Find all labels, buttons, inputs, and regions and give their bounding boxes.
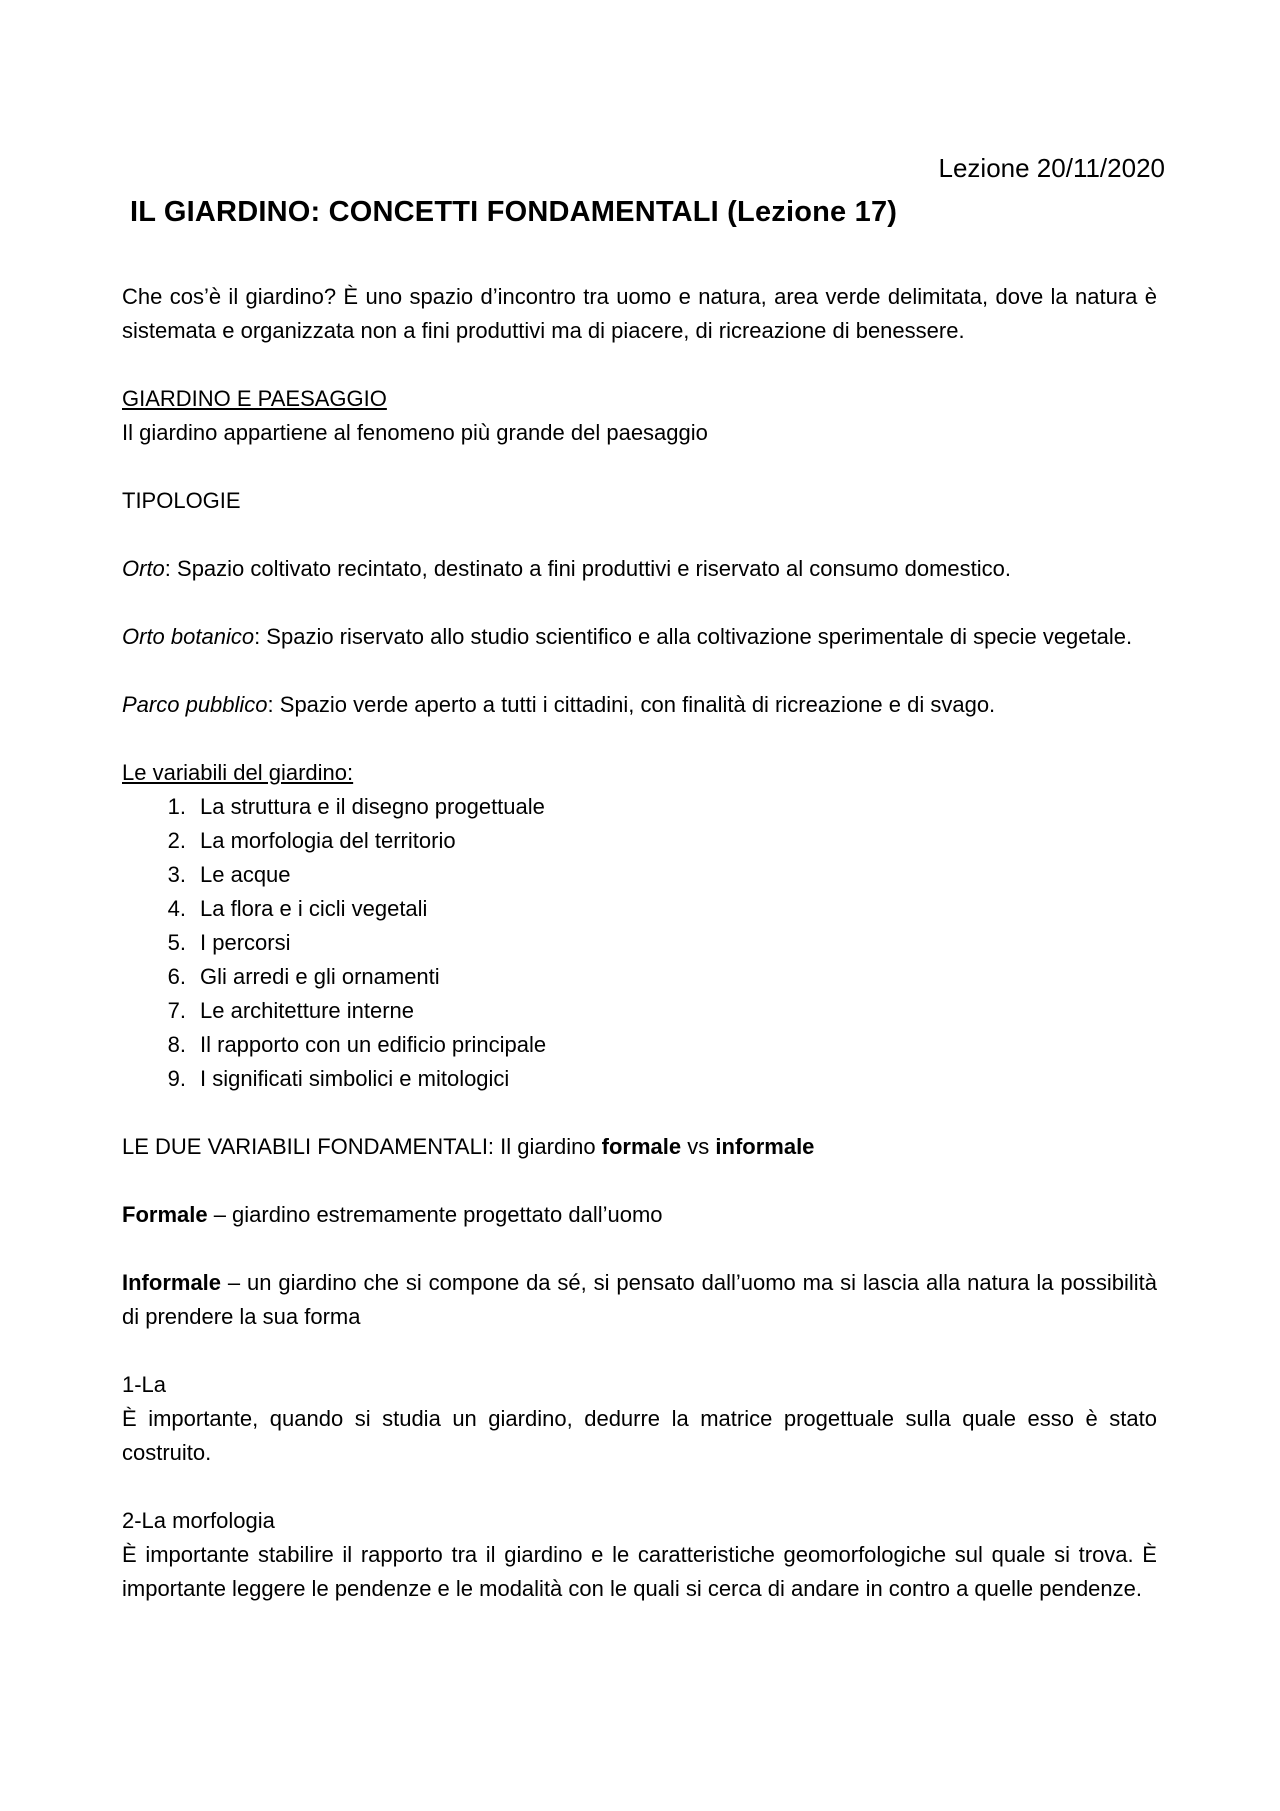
list-item-number: 7. <box>167 998 186 1023</box>
tipologia-definition: : Spazio coltivato recintato, destinato a fini produttivi e riservato al consumo domestico. <box>164 556 1012 581</box>
tipologia-orto-botanico <box>122 620 1157 654</box>
lesson-date: Lezione 20/11/2020 <box>938 153 1165 183</box>
list-item <box>122 858 1157 892</box>
list-item <box>122 926 1157 960</box>
list-item-text: La struttura e il disegno progettuale <box>200 794 545 819</box>
tipologia-term: Orto botanico <box>122 624 255 649</box>
section-heading-tipologie: TIPOLOGIE <box>122 488 241 513</box>
fondamentali-vs: vs <box>681 1134 716 1159</box>
variabili-fondamentali <box>122 1130 1157 1164</box>
section-heading-variabili: Le variabili del giardino: <box>122 760 354 785</box>
fondamentali-formale: formale <box>601 1134 682 1159</box>
informale-term: Informale <box>122 1270 222 1295</box>
list-item-text: Le acque <box>200 862 291 887</box>
list-item <box>122 1062 1157 1096</box>
list-item <box>122 1028 1157 1062</box>
list-item <box>122 892 1157 926</box>
giardino-paesaggio-text: Il giardino appartiene al fenomeno più grande del paesaggio <box>122 420 708 445</box>
tipologia-orto <box>122 552 1157 586</box>
informale-paragraph <box>122 1266 1157 1334</box>
list-item-number: 9. <box>167 1066 186 1091</box>
list-item-text: I significati simbolici e mitologici <box>200 1066 510 1091</box>
section-2-heading: 2-La morfologia <box>122 1508 275 1533</box>
tipologia-definition: : Spazio riservato allo studio scientifico e alla coltivazione sperimentale di specie vegetale. <box>254 624 1133 649</box>
tipologia-term: Orto <box>122 556 165 581</box>
section-1-text: È importante, quando si studia un giardino, dedurre la matrice progettuale sulla quale esso è stato costruito. <box>122 1406 1157 1465</box>
document-title: IL GIARDINO: CONCETTI FONDAMENTALI (Lezione 17) <box>130 196 898 228</box>
formale-text: – giardino estremamente progettato dall’uomo <box>207 1202 663 1227</box>
list-item-text: I percorsi <box>200 930 291 955</box>
section-heading-giardino-paesaggio: GIARDINO E PAESAGGIO <box>122 386 387 411</box>
tipologia-parco-pubblico <box>122 688 1157 722</box>
section-1-heading: 1-La <box>122 1372 167 1397</box>
list-item-text: Gli arredi e gli ornamenti <box>200 964 440 989</box>
list-item-number: 8. <box>167 1032 186 1057</box>
list-item-number: 6. <box>167 964 186 989</box>
list-item-number: 1. <box>167 794 186 819</box>
list-item-number: 2. <box>167 828 186 853</box>
list-item <box>122 960 1157 994</box>
fondamentali-informale: informale <box>715 1134 815 1159</box>
list-item-text: Il rapporto con un edificio principale <box>200 1032 547 1057</box>
list-item-number: 4. <box>167 896 186 921</box>
list-item-number: 5. <box>167 930 186 955</box>
informale-text: – un giardino che si compone da sé, si pensato dall’uomo ma si lascia alla natura la possibilità di prendere la sua forma <box>122 1270 1157 1329</box>
intro-paragraph: Che cos’è il giardino? È uno spazio d’incontro tra uomo e natura, area verde delimitata, dove la natura è sistemata e organizzata non a fini produttivi ma di piacere, di ricreazione di benessere. <box>122 284 1157 343</box>
formale-paragraph <box>122 1198 1157 1232</box>
list-item <box>122 824 1157 858</box>
list-item-number: 3. <box>167 862 186 887</box>
list-item <box>122 790 1157 824</box>
tipologia-definition: : Spazio verde aperto a tutti i cittadini, con finalità di ricreazione e di svago. <box>267 692 996 717</box>
variabili-list <box>122 790 1157 1096</box>
list-item <box>122 994 1157 1028</box>
document-body <box>122 280 1157 1606</box>
fondamentali-prefix: LE DUE VARIABILI FONDAMENTALI: Il giardino <box>122 1134 602 1159</box>
list-item-text: La flora e i cicli vegetali <box>200 896 428 921</box>
tipologia-term: Parco pubblico <box>122 692 268 717</box>
list-item-text: Le architetture interne <box>200 998 415 1023</box>
list-item-text: La morfologia del territorio <box>200 828 456 853</box>
section-2-text: È importante stabilire il rapporto tra il giardino e le caratteristiche geomorfologiche sul quale si trova. È importante leggere le pendenze e le modalità con le quali si cerca di andare in contro a quelle pendenze. <box>122 1542 1157 1601</box>
formale-term: Formale <box>122 1202 208 1227</box>
